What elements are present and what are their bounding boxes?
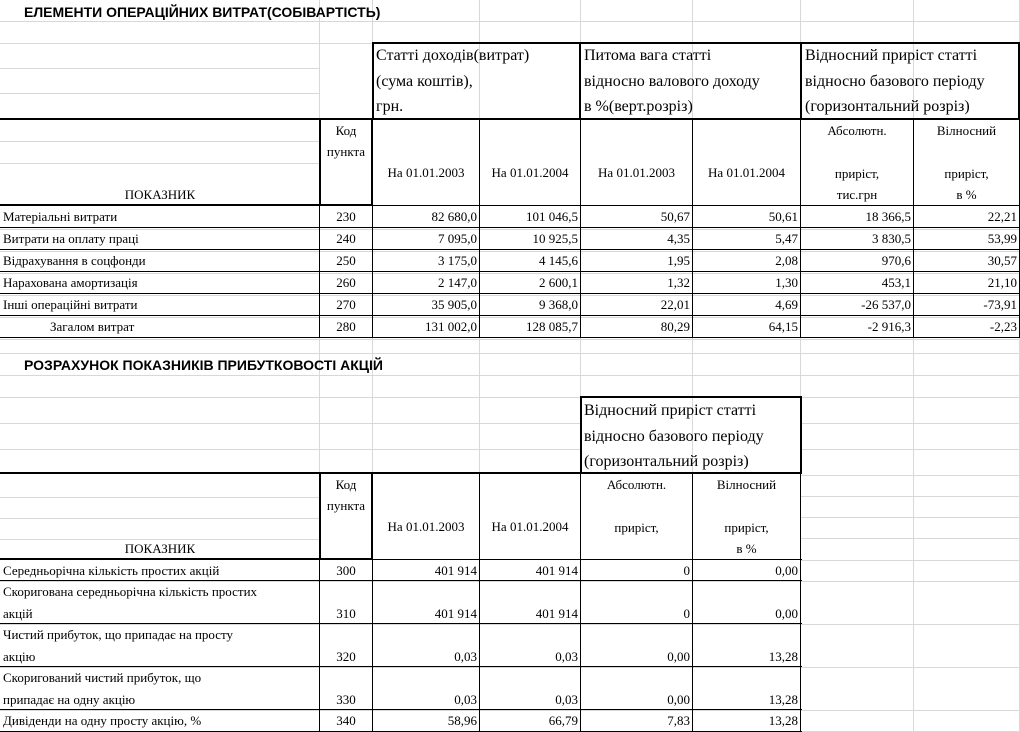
row-share-2004: 50,61 [768, 209, 798, 224]
header-share-line3: в %(верт.розріз) [584, 98, 693, 115]
s2-abs-header-line2: приріст, [614, 520, 659, 535]
row-abs-growth: 0 [683, 563, 690, 578]
header-income-line2: (сума коштів), [376, 73, 473, 90]
row-code: 260 [336, 275, 356, 290]
share-date-header-2003: На 01.01.2003 [598, 165, 675, 180]
row-code: 340 [336, 713, 356, 728]
row-label-line2: акцію [3, 649, 36, 664]
row-abs-growth: 0,00 [667, 692, 690, 707]
row-rel-growth: -73,91 [983, 297, 1017, 312]
row-share-2003: 80,29 [660, 319, 690, 334]
row-rel-growth: 13,28 [768, 649, 798, 664]
row-label: Дивіденди на одну просту акцію, % [3, 713, 202, 728]
row-value-2004: 101 046,5 [526, 209, 578, 224]
row-label: Матеріальні витрати [3, 209, 118, 224]
row-value-2003: 131 002,0 [425, 319, 477, 334]
row-code: 320 [336, 649, 356, 664]
row-code: 300 [336, 563, 356, 578]
s2-rel-header-line3: в % [736, 541, 757, 556]
date-header-2004: На 01.01.2004 [491, 165, 569, 180]
row-share-2004: 4,69 [775, 297, 798, 312]
row-share-2003: 50,67 [660, 209, 690, 224]
row-code: 250 [336, 253, 356, 268]
row-value-2004: 0,03 [555, 692, 578, 707]
row-rel-growth: 53,99 [987, 231, 1017, 246]
row-label-line1: Чистий прибуток, що припадає на просту [3, 627, 234, 642]
row-value-2004: 401 914 [535, 563, 578, 578]
row-code: 330 [336, 692, 356, 707]
row-rel-growth: -2,23 [989, 319, 1017, 334]
section2-title: РОЗРАХУНОК ПОКАЗНИКІВ ПРИБУТКОВОСТІ АКЦІЙ [24, 357, 383, 373]
row-abs-growth: 970,6 [881, 253, 911, 268]
row-value-2004: 66,79 [548, 713, 578, 728]
header-share-line1: Питома вага статті [584, 47, 712, 64]
row-code: 310 [336, 606, 356, 621]
row-value-2004: 401 914 [535, 606, 578, 621]
row-code: 240 [336, 231, 356, 246]
row-share-2004: 1,30 [775, 275, 798, 290]
s2-code-header-line2: пункта [326, 498, 366, 513]
row-share-2004: 64,15 [768, 319, 798, 334]
date-header-2003: На 01.01.2003 [387, 165, 465, 180]
row-rel-growth: 13,28 [768, 713, 798, 728]
row-label: Середньорічна кількість простих акцій [3, 563, 220, 578]
row-rel-growth: 21,10 [987, 275, 1017, 290]
section1-title: ЕЛЕМЕНТИ ОПЕРАЦІЙНИХ ВИТРАТ(СОБІВАРТІСТЬ) [24, 4, 381, 20]
row-value-2004: 9 368,0 [539, 297, 578, 312]
row-abs-growth: 3 830,5 [872, 231, 911, 246]
s2-header-growth-line3: (горизонтальний розріз) [584, 453, 749, 470]
s2-header-growth-line2: відносно базового періоду [584, 428, 764, 445]
s2-rel-header-line1: Вілносний [716, 477, 777, 492]
header-growth-line1: Відносний приріст статті [805, 47, 978, 64]
row-label-line1: Скоригований чистий прибуток, що [3, 670, 202, 685]
row-abs-growth: 453,1 [881, 275, 911, 290]
share-date-header-2004: На 01.01.2004 [708, 165, 785, 180]
row-value-2003: 0,03 [454, 692, 477, 707]
indicator-header: ПОКАЗНИК [124, 187, 196, 202]
abs-header-line1: Абсолютн. [827, 123, 887, 138]
row-label-line2: акцій [3, 606, 33, 621]
row-share-2003: 1,32 [667, 275, 690, 290]
header-income-line3: грн. [376, 98, 404, 115]
row-code: 230 [336, 209, 356, 224]
row-value-2003: 7 095,0 [438, 231, 477, 246]
abs-header-line3: тис.грн [836, 187, 878, 202]
row-abs-growth: -2 916,3 [867, 319, 911, 334]
row-value-2003: 401 914 [434, 606, 477, 621]
row-abs-growth: 18 366,5 [865, 209, 911, 224]
s2-date-header-2003: На 01.01.2003 [387, 519, 465, 534]
row-value-2003: 2 147,0 [438, 275, 477, 290]
row-value-2004: 10 925,5 [532, 231, 578, 246]
row-value-2003: 82 680,0 [431, 209, 477, 224]
row-abs-growth: 0,00 [667, 649, 690, 664]
row-rel-growth: 0,00 [775, 606, 798, 621]
row-rel-growth: 13,28 [768, 692, 798, 707]
row-abs-growth: -26 537,0 [861, 297, 911, 312]
row-label: Загалом витрат [50, 319, 135, 334]
row-share-2004: 5,47 [775, 231, 798, 246]
row-label: Нарахована амортизація [3, 275, 138, 290]
s2-date-header-2004: На 01.01.2004 [491, 519, 569, 534]
rel-header-line3: в % [956, 187, 977, 202]
abs-header-line2: приріст, [834, 166, 880, 181]
header-growth-line2: відносно базового періоду [805, 73, 985, 90]
row-rel-growth: 30,57 [987, 253, 1017, 268]
row-share-2003: 4,35 [667, 231, 690, 246]
s2-header-growth-line1: Відносний приріст статті [584, 402, 757, 419]
code-header-line1: Код [335, 123, 357, 138]
row-code: 270 [336, 297, 356, 312]
row-share-2003: 22,01 [660, 297, 690, 312]
row-label-line1: Скоригована середньорічна кількість простих [3, 584, 258, 599]
s2-abs-header-line1: Абсолютн. [606, 477, 667, 492]
row-value-2004: 2 600,1 [539, 275, 578, 290]
header-income-line1: Статті доходів(витрат) [376, 47, 530, 64]
row-label-line2: припадає на одну акцію [3, 692, 136, 707]
row-rel-growth: 22,21 [987, 209, 1017, 224]
header-share-line2: відносно валового доходу [584, 73, 760, 90]
row-value-2003: 3 175,0 [438, 253, 477, 268]
row-value-2003: 0,03 [454, 649, 477, 664]
header-growth-line3: (горизонтальний розріз) [805, 98, 970, 115]
row-value-2003: 401 914 [434, 563, 477, 578]
row-label: Витрати на оплату праці [3, 231, 139, 246]
row-rel-growth: 0,00 [775, 563, 798, 578]
s2-code-header-line1: Код [335, 477, 357, 492]
row-code: 280 [336, 319, 356, 334]
rel-header-line2: приріст, [944, 166, 989, 181]
row-value-2004: 0,03 [555, 649, 578, 664]
rel-header-line1: Вілносний [936, 123, 997, 138]
row-abs-growth: 7,83 [667, 713, 690, 728]
row-share-2003: 1,95 [667, 253, 690, 268]
row-abs-growth: 0 [683, 606, 690, 621]
s2-rel-header-line2: приріст, [724, 520, 769, 535]
row-share-2004: 2,08 [775, 253, 798, 268]
row-label: Відрахування в соцфонди [3, 253, 146, 268]
s2-indicator-header: ПОКАЗНИК [124, 541, 196, 556]
row-value-2004: 128 085,7 [526, 319, 578, 334]
row-value-2004: 4 145,6 [539, 253, 578, 268]
row-value-2003: 35 905,0 [431, 297, 477, 312]
code-header-line2: пункта [326, 144, 366, 159]
row-label: Інші операційні витрати [3, 297, 138, 312]
row-value-2003: 58,96 [447, 713, 477, 728]
